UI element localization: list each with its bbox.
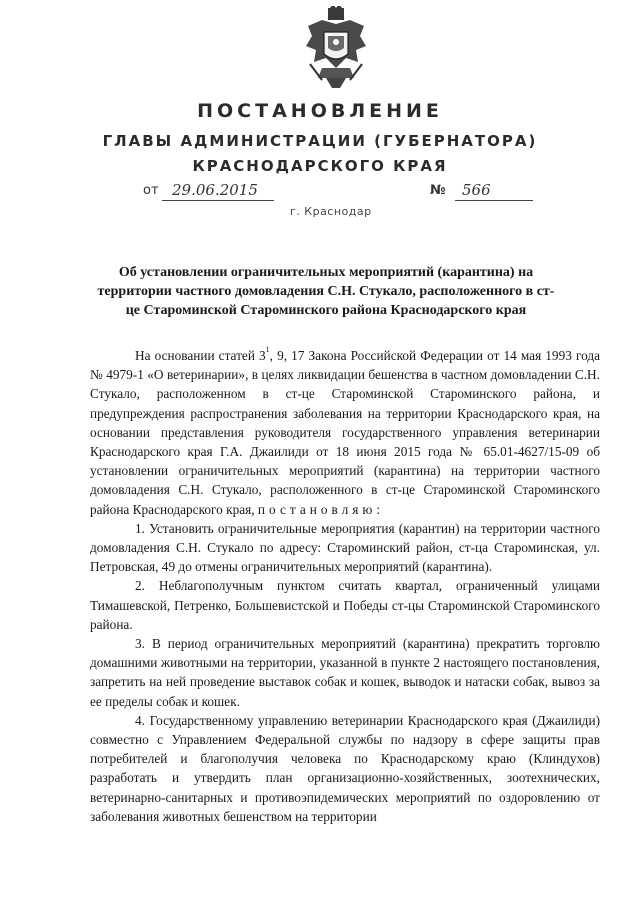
item-4: 4. Государственному управлению ветеринарии Краснодарского края (Джаилиди) совместно с Управлением Федеральной службы по надзору в сфере защиты прав потребителей и благополучия человека по Краснодарскому краю (Клиндухов) разработать и утвердить план организационно-хозяйственных, зоотехнических, ветеринарно-санитарных и противоэпидемических мероприятий по оздоровлению от заболевания животных бешенством на территории — [90, 712, 600, 824]
item-3: 3. В период ограничительных мероприятий (карантина) прекратить торговлю домашними животными на территории, указанной в пункте 2 настоящего постановления, запретить на ней проведение выставок собак и кошек, выводок и натаски собак, вывоз за ее пределы собак и кошек. — [90, 636, 600, 709]
article-superscript: 1 — [265, 345, 270, 354]
city-label: г. Краснодар — [290, 205, 372, 218]
date-prefix: от — [143, 183, 159, 198]
document-title: Об установлении ограничительных мероприятий (карантина) на территории частного домовладения С.Н. Стукало, расположенного в ст-це Староминской Староминского района Краснодарского края — [97, 265, 555, 318]
date-underline — [162, 200, 274, 201]
number-prefix: № — [430, 183, 446, 198]
number-value: 566 — [462, 181, 491, 199]
document-body — [90, 346, 600, 826]
date-value: 29.06.2015 — [172, 181, 258, 199]
item-2: 2. Неблагополучным пунктом считать квартал, ограниченный улицами Тимашевской, Петренко, Большевистской и Победы ст-цы Староминской Староминского района. — [90, 578, 600, 632]
authority-heading-line2: КРАСНОДАРСКОГО КРАЯ — [192, 157, 448, 175]
intro-paragraph — [90, 346, 600, 519]
intro-text-start: На основании статей 3 — [135, 348, 266, 363]
number-underline — [455, 200, 533, 201]
intro-text-rest: , 9, 17 Закона Российской Федерации от 14 мая 1993 года № 4979-1 «О ветеринарии», в целях ликвидации бешенства в частном домовладении С.Н. Стукало, расположенном в ст-це Староминской Староминского района, и предупреждения распространения заболевания на территории Краснодарского края, на основании представления руководителя государственного управления ветеринарии Краснодарского края Г.А. Джаилиди от 18 июня 2015 года № 65.01-4627/15-09 об установлении ограничительных мероприятий (карантина) на территории частного домовладения С.Н. Стукало, расположенного в ст-це Староминской Староминского района Краснодарского края, — [90, 348, 601, 517]
authority-heading-line1: ГЛАВЫ АДМИНИСТРАЦИИ (ГУБЕРНАТОРА) — [102, 132, 538, 150]
document-type-heading: ПОСТАНОВЛЕНИЕ — [197, 100, 443, 122]
coat-of-arms-emblem — [300, 6, 372, 92]
decree-word: постановляю: — [257, 501, 385, 517]
item-1: 1. Установить ограничительные мероприятия (карантин) на территории частного домовладения С.Н. Стукало по адресу: Староминский район, ст-ца Староминская, ул. Петровская, 49 до отмены ограничительных мероприятий (карантина). — [90, 520, 600, 575]
